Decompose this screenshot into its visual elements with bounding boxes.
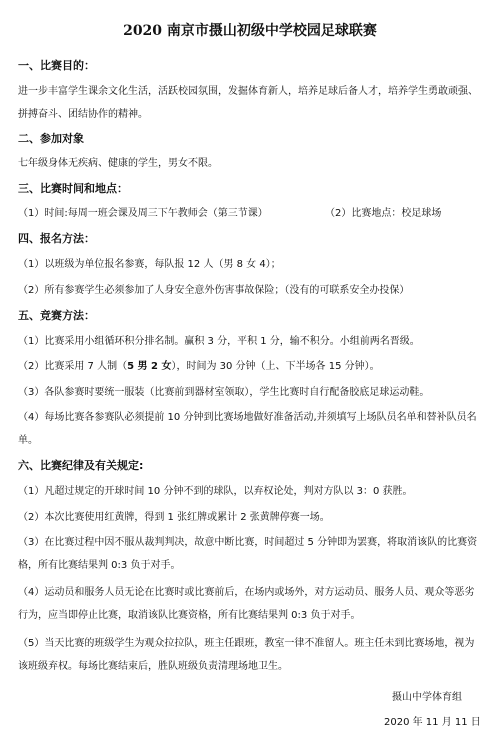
competition-item-2-bold: 5 男 2 女 <box>127 361 172 372</box>
competition-item-3: （3）各队参赛时要统一服装（比赛前到器材室领取），学生比赛时自行配备胶底足球运动鞋。 <box>18 387 430 398</box>
registration-item-2: （2）所有参赛学生必须参加了人身安全意外伤害事故保险；（没有的可联系安全办投保） <box>18 285 410 296</box>
competition-item-4: （4）每场比赛各参赛队必须提前 10 分钟到比赛场地做好准备活动,并须填写上场队员名单和替补队员名单。 <box>18 412 477 446</box>
signature-date: 2020 年 11 月 11 日 <box>384 717 481 728</box>
section-text-participants: 七年级身体无疾病、健康的学生，男女不限。 <box>18 158 218 169</box>
discipline-item-1: （1）凡超过规定的开球时间 10 分钟不到的球队，以弃权论处，判对方队以 3：0 获胜。 <box>18 486 413 497</box>
section-text-purpose: 进一步丰富学生课余文化生活，活跃校园氛围，发掘体育新人，培养足球后备人才，培养学生勇敢顽强、拼搏奋斗、团结协作的精神。 <box>18 86 478 120</box>
discipline-item-3: （3）在比赛过程中因不服从裁判判决，故意中断比赛，时间超过 5 分钟即为罢赛，将取消该队的比赛资格，所有比赛结果判 0:3 负于对手。 <box>18 537 478 571</box>
competition-item-2 <box>18 359 483 375</box>
signature-org: 摄山中学体育组 <box>392 692 462 703</box>
registration-item-1: （1）以班级为单位报名参赛，每队报 12 人（男 8 女 4）； <box>18 259 281 270</box>
match-place: （2）比赛地点：校足球场 <box>325 208 442 219</box>
discipline-item-5: （5）当天比赛的班级学生为观众拉拉队，班主任跟班，教室一律不准留人。班主任未到比赛场地，视为该班级弃权。每场比赛结束后，胜队班级负责清理场地卫生。 <box>18 638 475 672</box>
discipline-item-4: （4）运动员和服务人员无论在比赛时或比赛前后，在场内或场外，对方运动员、服务人员、观众等恶劣行为，应当即停止比赛，取消该队比赛资格，所有比赛结果判 0:3 负于对手。 <box>18 587 475 621</box>
match-time: （1）时间:每周一班会课及周三下午教师会（第三节课） <box>18 208 268 219</box>
section-heading-purpose: 一、比赛目的： <box>18 59 95 72</box>
section-heading-discipline: 六、比赛纪律及有关规定: <box>18 459 144 472</box>
document-title: 2020 南京市摄山初级中学校园足球联赛 <box>123 23 377 39</box>
discipline-item-2: （2）本次比赛使用红黄牌，得到 1 张红牌或累计 2 张黄牌停赛一场。 <box>18 512 330 523</box>
time-place-row <box>18 206 483 222</box>
section-heading-time-place: 三、比赛时间和地点： <box>18 182 128 195</box>
competition-item-2-pre: （2）比赛采用 7 人制（ <box>18 361 128 372</box>
competition-item-2-post: ），时间为 30 分钟（上、下半场各 15 分钟）。 <box>171 361 380 372</box>
section-heading-registration: 四、报名方法： <box>18 232 95 245</box>
section-heading-competition: 五、竞赛方法： <box>18 309 95 322</box>
section-heading-participants: 二、参加对象 <box>18 132 84 145</box>
competition-item-1: （1）比赛采用小组循环积分排名制。赢积 3 分，平积 1 分，输不积分。小组前两名晋级。 <box>18 336 420 347</box>
